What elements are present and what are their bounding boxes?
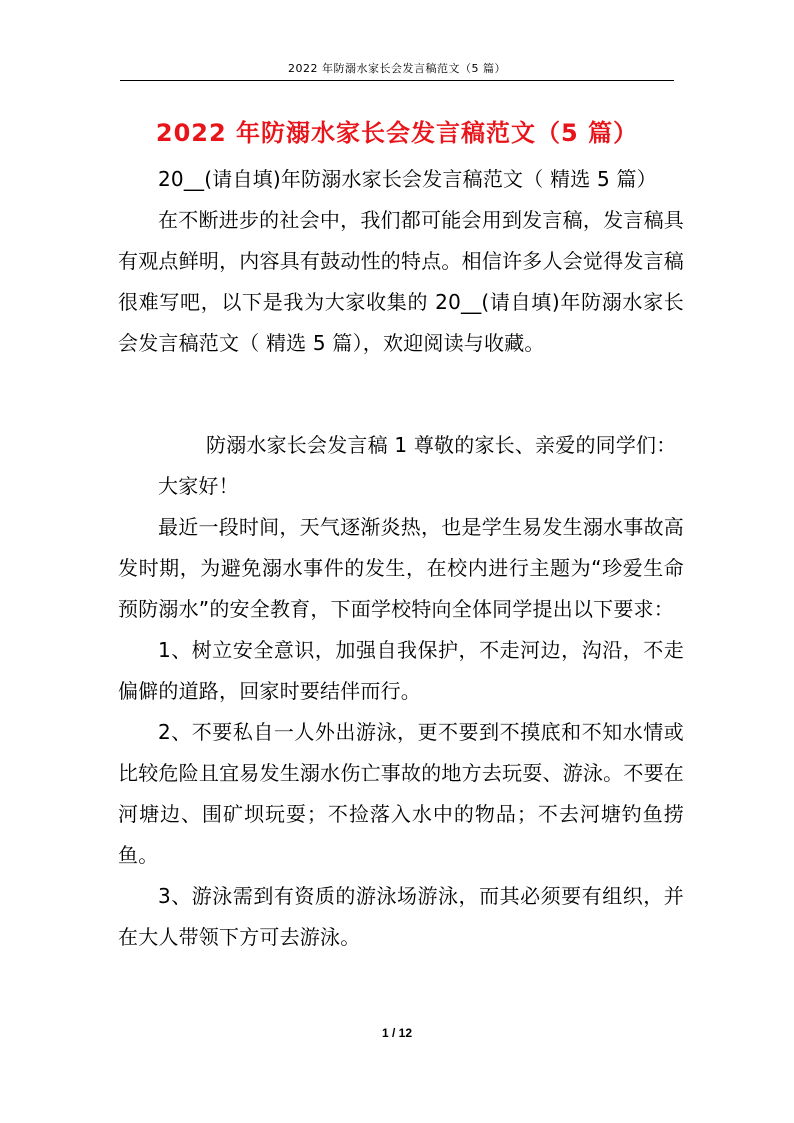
document-body bbox=[118, 159, 684, 958]
document-title: 2022 年防溺水家长会发言稿范文（5 篇） bbox=[155, 119, 639, 147]
section-heading: 防溺水家长会发言稿 1 尊敬的家长、亲爱的同学们： bbox=[206, 433, 677, 457]
page-number: 1 / 12 bbox=[381, 1026, 413, 1040]
rule-item-1: 1、树立安全意识，加强自我保护，不走河边，沟沿，不走偏僻的道路，回家时要结伴而行。 bbox=[118, 638, 684, 703]
running-header: 2022 年防溺水家长会发言稿范文（5 篇） bbox=[288, 62, 506, 75]
subtitle-paragraph: 20__(请自填)年防溺水家长会发言稿范文（ 精选 5 篇） bbox=[158, 167, 657, 191]
paragraph-spacer bbox=[118, 364, 684, 405]
intro-paragraph: 在不断进步的社会中，我们都可能会用到发言稿，发言稿具有观点鲜明，内容具有鼓动性的特点。相信许多人会觉得发言稿很难写吧，以下是我为大家收集的 20__(请自填)年防溺水家长会发言稿范文（ 精选 5 篇），欢迎阅读与收藏。 bbox=[118, 208, 684, 355]
body-paragraph: 最近一段时间，天气逐渐炎热，也是学生易发生溺水事故高发时期，为避免溺水事件的发生，在校内进行主题为“珍爱生命预防溺水”的安全教育，下面学校特向全体同学提出以下要求： bbox=[118, 515, 684, 621]
greeting-paragraph: 大家好！ bbox=[158, 474, 239, 498]
header-divider bbox=[120, 80, 674, 81]
paragraph-spacer bbox=[118, 405, 684, 425]
rule-item-2: 2、不要私自一人外出游泳，更不要到不摸底和不知水情或比较危险且宜易发生溺水伤亡事故的地方去玩耍、游泳。不要在河塘边、围矿坝玩耍；不捡落入水中的物品；不去河塘钓鱼捞鱼。 bbox=[118, 720, 684, 867]
rule-item-3: 3、游泳需到有资质的游泳场游泳，而其必须要有组织，并在大人带领下方可去游泳。 bbox=[118, 884, 684, 949]
